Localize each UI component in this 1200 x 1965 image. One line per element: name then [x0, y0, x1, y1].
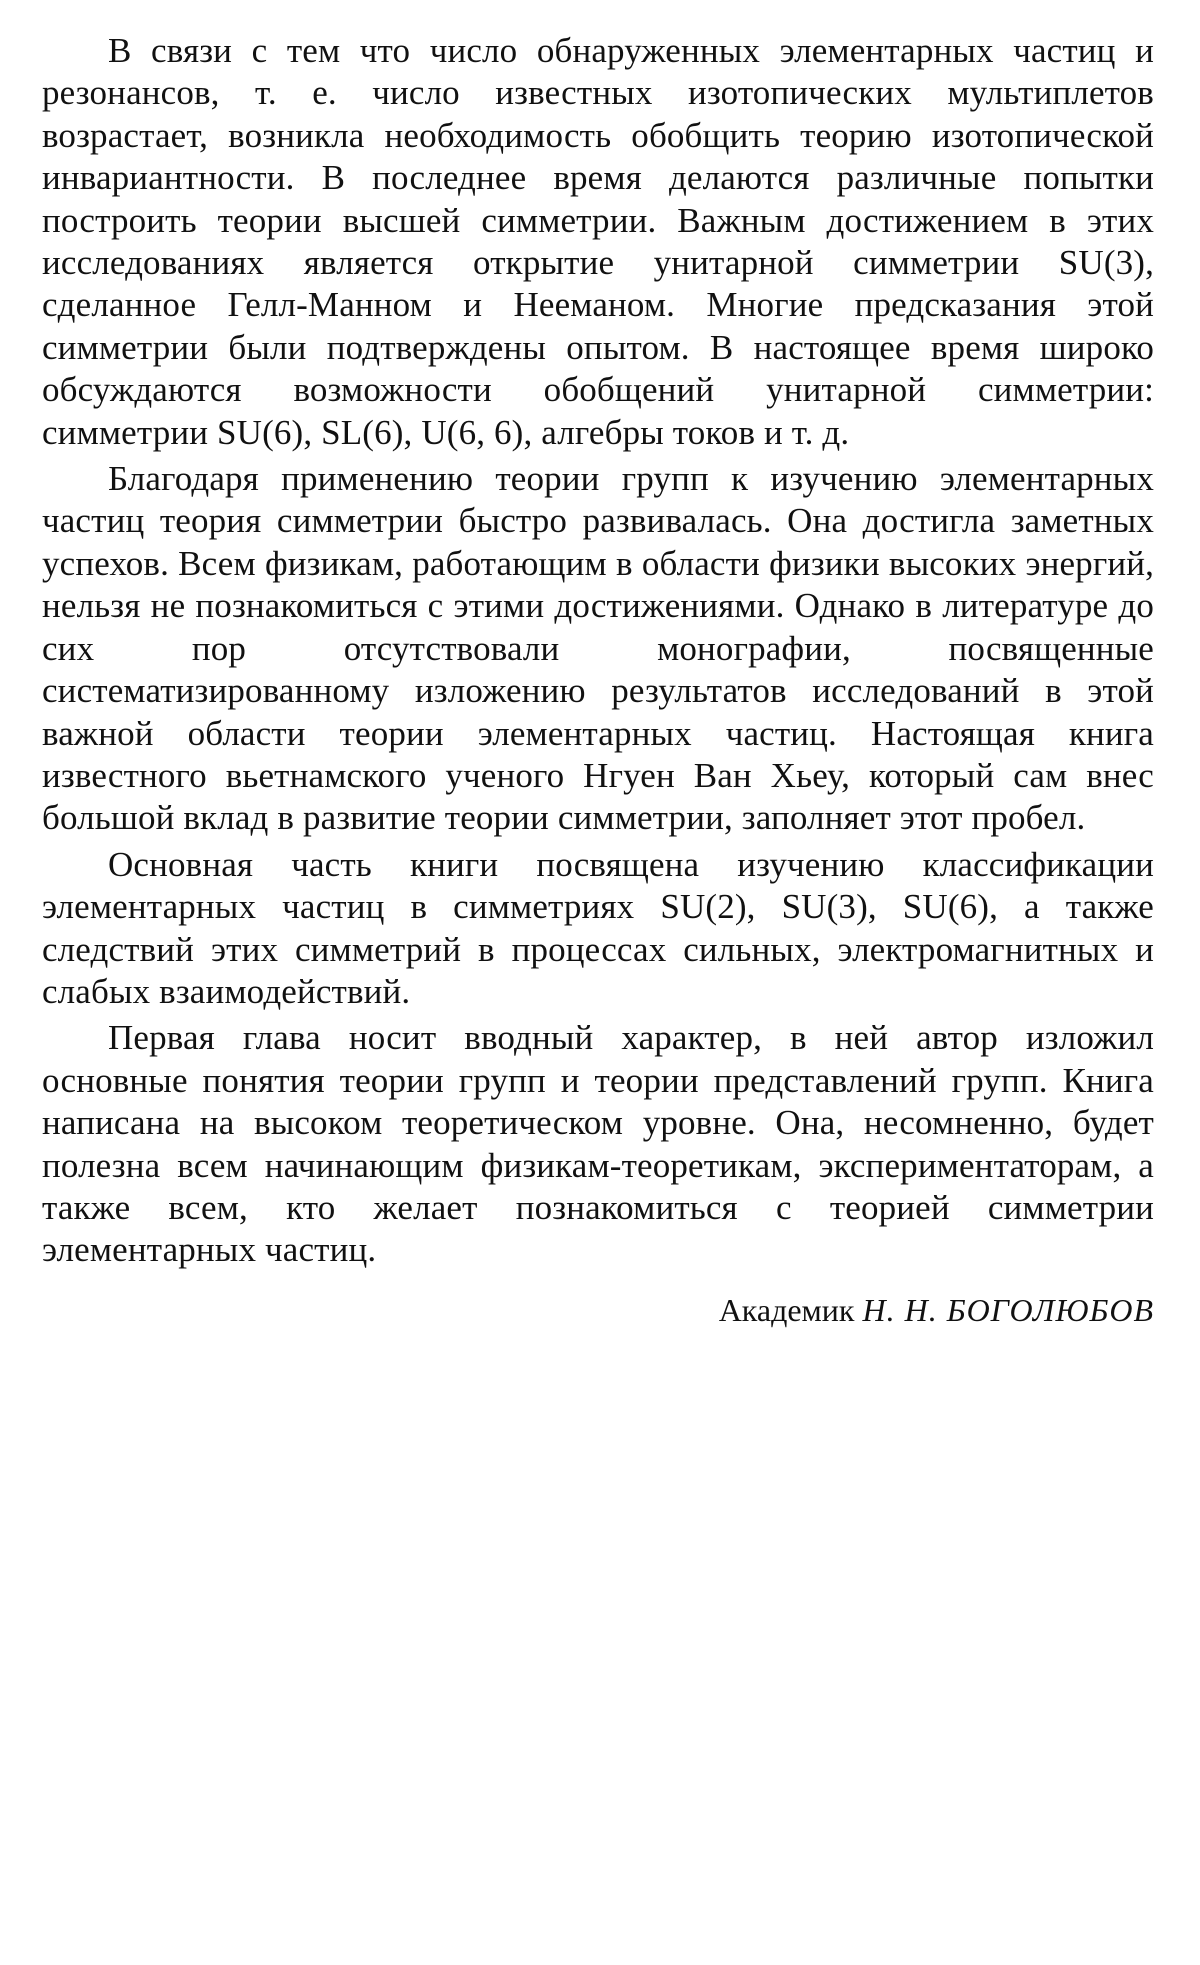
paragraph-2: Благодаря применению теории групп к изучению элементарных частиц теория симметрии быстро развивалась. Она достигла заметных успехов. Всем физикам, работающим в области физики высоких энергий, нельзя не познакомиться с этими достижениями. Однако в литературе до сих пор отсутствовали монографии, посвященные систематизированному изложению результатов исследований в этой важной области теории элементарных частиц. Настоящая книга известного вьетнамского ученого Нгуен Ван Хьеу, который сам внес большой вклад в развитие теории симметрии, заполняет этот пробел. — [42, 459, 1154, 838]
signature — [42, 1290, 1154, 1330]
paragraph-3: Основная часть книги посвящена изучению классификации элементарных частиц в симметриях SU(2), SU(3), SU(6), а также следствий этих симметрий в процессах сильных, электромагнитных и слабых взаимодействий. — [42, 844, 1154, 1011]
signature-title: Академик — [718, 1291, 863, 1328]
paragraph-1: В связи с тем что число обнаруженных элементарных частиц и резонансов, т. е. число известных изотопических мультиплетов возрастает, возникла необходимость обобщить теорию изотопической инвариантности. В последнее время делаются различные попытки построить теории высшей симметрии. Важным достижением в этих исследованиях является открытие унитарной симметрии SU(3), сделанное Гелл-Манном и Нееманом. Многие предсказания этой симметрии были подтверждены опытом. В настоящее время широко обсуждаются возможности обобщений унитарной симметрии: симметрии SU(6), SL(6), U(6, 6), алгебры токов и т. д. — [42, 31, 1154, 452]
paragraph-4: Первая глава носит вводный характер, в ней автор изложил основные понятия теории групп и теории представлений групп. Книга написана на высоком теоретическом уровне. Она, несомненно, будет полезна всем начинающим физикам-теоретикам, экспериментаторам, а также всем, кто желает познакомиться с теорией симметрии элементарных частиц. — [42, 1018, 1154, 1270]
document-page — [42, 30, 1154, 1330]
signature-name: Н. Н. БОГОЛЮБОВ — [862, 1291, 1154, 1328]
